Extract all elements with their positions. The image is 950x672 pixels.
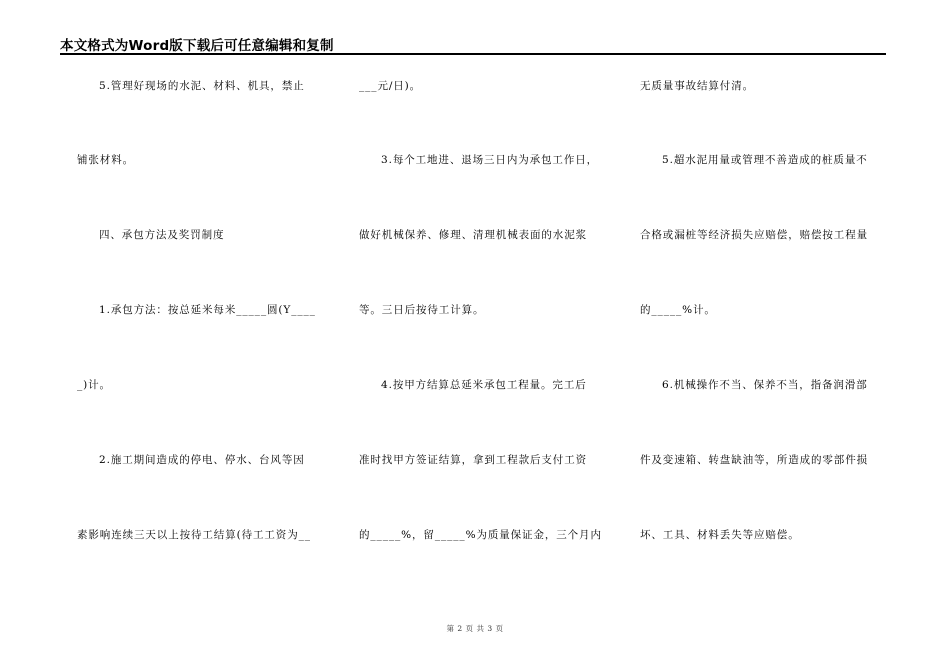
text-line: 铺张材料。 <box>77 154 134 166</box>
text-line: 的_____%计。 <box>640 304 716 316</box>
text-line: 3.每个工地进、退场三日内为承包工作日， <box>381 154 599 166</box>
section-heading: 四、承包方法及奖罚制度 <box>99 229 225 241</box>
text-line: 4.按甲方结算总延米承包工程量。完工后 <box>381 379 587 391</box>
text-line: 的_____%，留_____%为质量保证金，三个月内 <box>359 529 602 541</box>
text-line: 等。三日后按待工计算。 <box>359 304 485 316</box>
text-line: 准时找甲方签证结算，拿到工程款后支付工资 <box>359 454 587 466</box>
text-line: 坏、工具、材料丢失等应赔偿。 <box>640 529 800 541</box>
text-line: 5.超水泥用量或管理不善造成的桩质量不 <box>662 154 868 166</box>
text-line: 无质量事故结算付清。 <box>640 80 754 92</box>
document-header-title: 本文格式为Word版下载后可任意编辑和复制 <box>60 38 334 54</box>
text-line: _)计。 <box>77 379 111 391</box>
text-line: 2.施工期间造成的停电、停水、台风等因 <box>99 454 305 466</box>
text-column-1 <box>77 0 337 672</box>
text-line: ___元/日)。 <box>359 80 422 92</box>
text-line: 1.承包方法：按总延米每米_____圆(Y____ <box>99 304 316 316</box>
page-number: 第 2 页 共 3 页 <box>446 624 504 633</box>
text-line: 6.机械操作不当、保养不当，指备润滑部 <box>662 379 868 391</box>
text-line: 做好机械保养、修理、清理机械表面的水泥浆 <box>359 229 587 241</box>
text-column-2 <box>359 0 619 672</box>
text-line: 素影响连续三天以上按待工结算(待工工资为__ <box>77 529 311 541</box>
text-line: 合格或漏桩等经济损失应赔偿，赔偿按工程量 <box>640 229 868 241</box>
text-line: 5.管理好现场的水泥、材料、机具，禁止 <box>99 80 305 92</box>
text-line: 件及变速箱、转盘缺油等，所造成的零部件损 <box>640 454 868 466</box>
text-column-3 <box>640 0 900 672</box>
